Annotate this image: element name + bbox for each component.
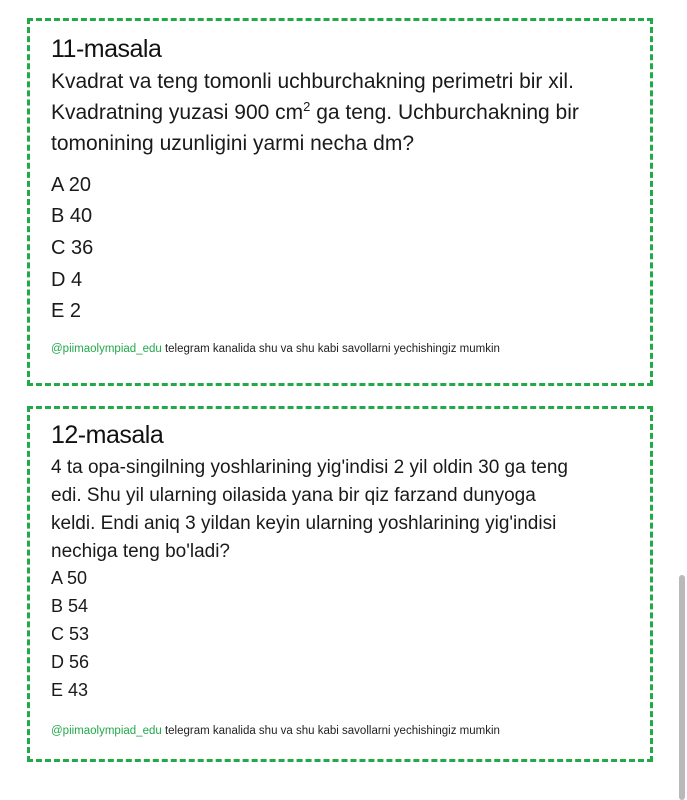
question-line: nechiga teng bo'ladi? xyxy=(51,541,230,562)
question-line: edi. Shu yil ularning oilasida yana bir qiz farzand dunyoga xyxy=(51,485,536,506)
option-c: C 53 xyxy=(51,624,90,644)
scrollbar-thumb[interactable] xyxy=(679,575,685,800)
option-e: E 43 xyxy=(51,680,89,700)
question-line: Kvadrat va teng tomonli uchburchakning perimetri bir xil. xyxy=(51,70,574,93)
question-line: keldi. Endi aniq 3 yildan keyin ularning yoshlarining yig'indisi xyxy=(51,513,557,534)
problem-12-title: 12-masala xyxy=(51,421,164,449)
telegram-handle-link[interactable]: @piimaolympiad_edu xyxy=(51,725,162,737)
option-a: A 20 xyxy=(51,174,92,196)
promo-text: @piimaolympiad_edu telegram kanalida shu va shu kabi savollarni yechishingiz mumkin xyxy=(51,343,500,355)
question-line: Kvadratning yuzasi 900 $cm^2$ ga teng. Uchburchakning bir xyxy=(51,99,579,124)
superscript: 2 xyxy=(303,99,311,114)
problem-12-question xyxy=(51,454,651,566)
promo-text: @piimaolympiad_edu telegram kanalida shu va shu kabi savollarni yechishingiz mumkin xyxy=(51,725,500,737)
question-line: tomonining uzunligini yarmi necha dm? xyxy=(51,132,415,155)
problem-11-card xyxy=(27,18,653,386)
option-d: D 4 xyxy=(51,269,83,291)
problem-11-question xyxy=(51,66,651,159)
question-line: 4 ta opa-singilning yoshlarining yig'indisi 2 yil oldin 30 ga teng xyxy=(51,457,568,478)
telegram-handle-link[interactable]: @piimaolympiad_edu xyxy=(51,343,162,355)
problem-12-card xyxy=(27,406,653,762)
option-b: B 54 xyxy=(51,596,89,616)
option-e: E 2 xyxy=(51,300,82,322)
option-b: B 40 xyxy=(51,205,93,227)
option-c: C 36 xyxy=(51,237,94,259)
option-d: D 56 xyxy=(51,652,90,672)
option-a: A 50 xyxy=(51,568,88,588)
problem-11-title: 11-masala xyxy=(51,35,162,63)
